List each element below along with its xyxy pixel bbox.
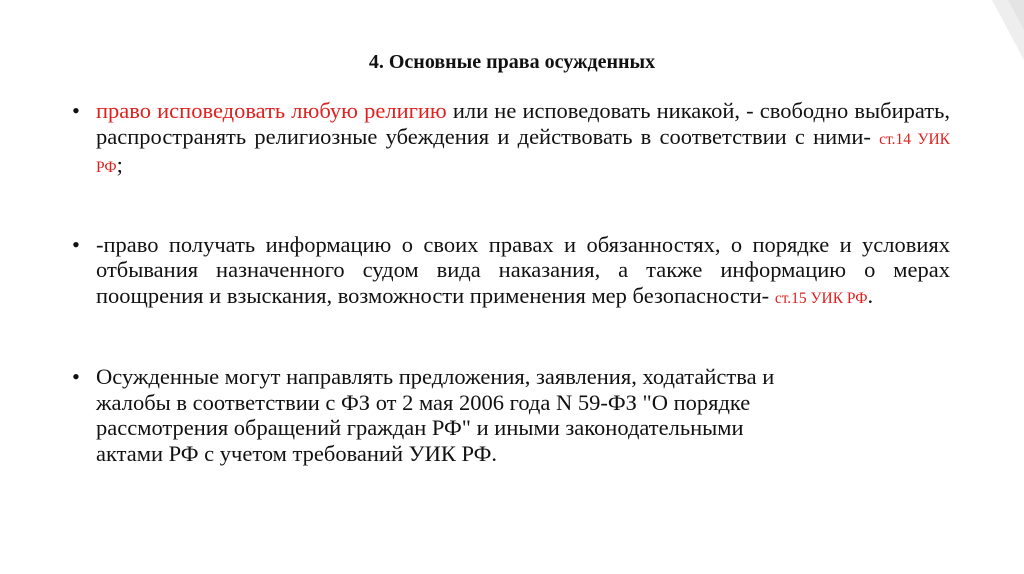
law-reference: ст.15 УИК РФ [774, 289, 868, 307]
item-line: рассмотрения обращений граждан РФ" и иными законодательными [96, 415, 744, 440]
bullet-marker: • [72, 98, 80, 123]
list-item-text [96, 98, 950, 181]
item-text: или не исповедовать никакой, - свободно выбирать, распространять религиозные убеждения и действовать в соответствии с ними- [96, 98, 950, 149]
item-line: актами РФ с учетом требований УИК РФ. [96, 440, 497, 466]
list-item [70, 232, 950, 312]
item-text: -право получать информацию о своих правах и обязанностях, о порядке и условиях отбывания назначенного судом вида наказания, а также информацию о мерах поощрения и взыскания, возможности применения мер безопасности- [96, 231, 950, 308]
bullet-marker: • [72, 364, 80, 389]
rights-list [70, 98, 950, 466]
item-line: жалобы в соответствии с ФЗ от 2 мая 2006 года N 59-ФЗ "О порядке [96, 389, 751, 415]
item-tail: . [867, 282, 874, 308]
bullet-marker: • [72, 231, 80, 257]
item-line: Осужденные могут направлять предложения, заявления, ходатайства и [96, 364, 775, 389]
corner-decoration [964, 0, 1024, 574]
list-item-text [96, 364, 950, 466]
item-tail: ; [116, 152, 123, 177]
highlighted-phrase: право исповедовать любую религию [96, 98, 447, 123]
law-reference: ст.14 УИК РФ [96, 130, 950, 176]
page-title: 4. Основные права осужденных [368, 51, 656, 73]
list-item-text [96, 232, 950, 312]
list-item [70, 98, 950, 181]
list-item [70, 364, 950, 466]
